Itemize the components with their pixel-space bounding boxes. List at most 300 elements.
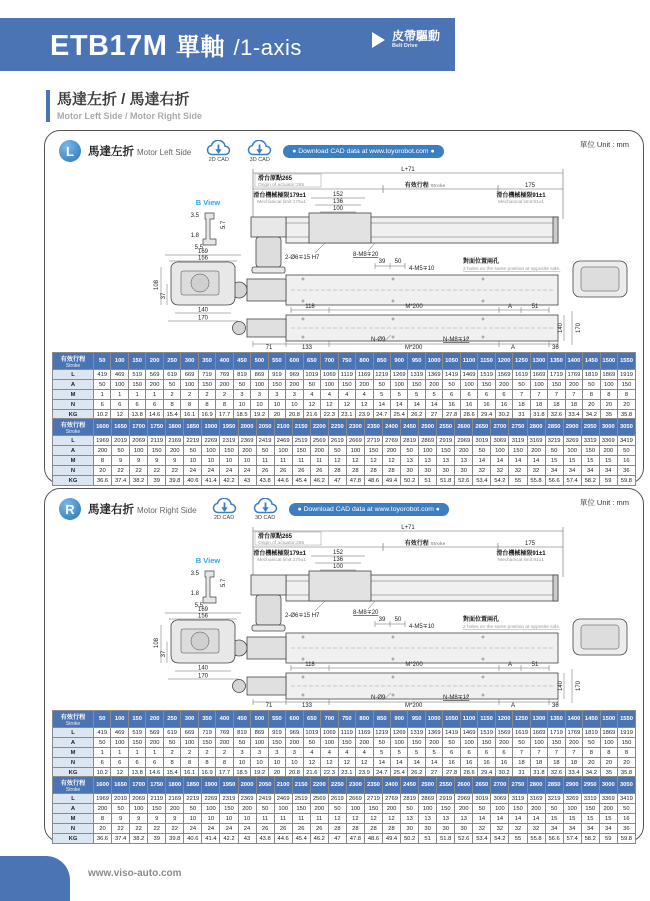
table-cell: 200 [495,380,512,390]
table-cell: 23.9 [356,768,373,778]
stroke-value: 100 [111,711,128,728]
table-cell: 2 [181,748,198,758]
table-cell: 33.4 [565,410,582,420]
stroke-value: 600 [286,711,303,728]
table-cell: 200 [146,738,163,748]
table-cell: 16 [443,758,460,768]
table-cell: 31 [513,410,530,420]
table-cell: 16.1 [181,768,198,778]
table-cell: 55.8 [527,834,545,844]
table-cell: 47.8 [346,834,364,844]
table-cell: 150 [268,380,285,390]
table-cell: 200 [495,738,512,748]
table-cell: 200 [356,380,373,390]
table-cell: 20 [583,400,600,410]
table-cell: 32 [509,824,527,834]
table-cell: 2719 [364,794,382,804]
table-cell: 15 [599,456,617,466]
table-cell: 1 [128,390,145,400]
table-cell: 150 [148,446,166,456]
stroke-value: 400 [216,353,233,370]
table-cell: 34 [599,466,617,476]
stroke-value: 2300 [346,777,364,794]
row-label: M [53,814,94,824]
table-cell: 50 [443,380,460,390]
table-cell: 11 [274,456,292,466]
table-row-L [53,370,636,380]
table-cell: 100 [274,804,292,814]
stroke-value: 1300 [530,353,547,370]
table-cell: 50 [513,738,530,748]
table-cell: 20 [618,400,636,410]
table-cell: 2519 [292,794,310,804]
svg-text:152: 152 [332,192,344,198]
table-cell: 4 [356,748,373,758]
table-cell: 6 [94,758,111,768]
svg-text:對面位置兩孔: 對面位置兩孔 [463,259,500,265]
table-cell: 22 [148,824,166,834]
svg-text:37: 37 [161,650,167,658]
table-cell: 1719 [548,370,565,380]
table-cell: 10 [268,758,285,768]
table-cell: 2419 [256,794,274,804]
stroke-value: 2500 [419,419,437,436]
table-cell: 36 [617,466,635,476]
svg-text:5.7: 5.7 [221,220,227,230]
svg-text:118: 118 [305,304,315,310]
table-cell: 30 [455,824,473,834]
table-cell: 6 [111,758,128,768]
table-cell: 2469 [274,436,292,446]
stroke-value: 2850 [545,419,563,436]
table-cell: 150 [548,380,565,390]
table-cell: 37.4 [112,476,130,486]
row-label: L [53,794,94,804]
stroke-value: 1350 [548,353,565,370]
svg-text:4-M5∓10: 4-M5∓10 [409,624,435,630]
drive-type-badge [372,30,440,49]
table-cell: 26 [256,466,274,476]
table-cell: 50 [233,380,250,390]
table-row-M [53,814,636,824]
svg-text:M*200: M*200 [405,345,423,349]
table-cell: 23.1 [338,410,355,420]
table-cell: 14 [373,400,390,410]
table-cell: 2569 [310,436,328,446]
table-cell: 569 [146,728,163,738]
table-row-N [53,400,636,410]
table-cell: 20 [600,400,617,410]
table-cell: 11 [292,456,310,466]
table-cell: 7 [565,390,582,400]
table-cell: 18.5 [233,768,250,778]
table-cell: 30 [437,824,455,834]
table-cell: 20 [618,758,636,768]
cloud-download-icon [205,140,232,158]
svg-text:152: 152 [332,550,344,556]
panel-header [59,139,444,163]
table-cell: 3119 [509,794,527,804]
svg-text:Mechanical limit:179±1: Mechanical limit:179±1 [257,200,306,205]
stroke-value: 2650 [473,419,491,436]
table-cell: 46.2 [310,476,328,486]
table-cell: 100 [390,738,407,748]
stroke-value: 2650 [473,777,491,794]
table-cell: 100 [111,380,128,390]
table-cell: 1119 [338,370,355,380]
table-cell: 51.8 [437,476,455,486]
svg-text:170: 170 [576,322,582,334]
table-cell: 44.6 [274,476,292,486]
table-cell: 50 [256,446,274,456]
table-cell: 22.3 [321,768,338,778]
table-cell: 819 [233,728,250,738]
cad-3d-download-button[interactable] [252,498,279,521]
panel-title: 馬達右折 Motor Right Side [88,504,197,516]
table-cell: 15 [563,456,581,466]
table-cell: 12 [356,400,373,410]
table-cell: 51 [419,834,437,844]
table-cell: 10 [238,456,256,466]
table-cell: 8 [94,456,112,466]
table-cell: 2819 [401,436,419,446]
table-cell: 56.6 [545,476,563,486]
table-cell: 769 [216,370,233,380]
table-cell: 18 [548,400,565,410]
table-cell: 1 [146,748,163,758]
table-cell: 5 [408,390,425,400]
stroke-header-cell: 有效行程 Stroke [53,353,94,370]
panel-badge-R: R [59,498,81,520]
svg-text:140: 140 [558,322,564,334]
table-cell: 10 [268,400,285,410]
table-cell: 3219 [545,794,563,804]
table-cell: 12 [328,814,346,824]
table-cell: 1869 [600,370,617,380]
table-cell: 54.2 [491,834,509,844]
stroke-value: 1150 [478,353,495,370]
table-cell: 35 [600,768,617,778]
table-cell: 18.5 [233,410,250,420]
stroke-value: 2200 [310,419,328,436]
svg-text:36: 36 [552,703,559,707]
stroke-value: 700 [321,711,338,728]
table-cell: 26 [256,824,274,834]
row-label: N [53,758,94,768]
table-cell: 5 [390,390,407,400]
stroke-value: 750 [338,353,355,370]
table-cell: 200 [286,738,303,748]
table-cell: 1769 [565,370,582,380]
table-cell: 2519 [292,436,310,446]
row-label: L [53,728,94,738]
table-cell: 24 [184,466,202,476]
table-cell: 10 [233,400,250,410]
table-cell: 50 [373,380,390,390]
download-cad-button[interactable]: ● Download CAD data at www.toyorobot.com ● [283,145,443,158]
table-cell: 200 [166,804,184,814]
svg-text:140: 140 [197,665,209,672]
stroke-value: 1050 [443,353,460,370]
table-cell: 100 [419,446,437,456]
table-cell: 22 [130,466,148,476]
row-label: N [53,824,94,834]
cad-3d-download-button[interactable] [246,140,273,163]
svg-text:118: 118 [305,662,315,668]
table-cell: 9 [166,814,184,824]
table-cell: 2 [198,748,215,758]
table-cell: 10 [220,814,238,824]
svg-text:滑台原點265: 滑台原點265 [258,534,293,540]
stroke-value: 2100 [274,419,292,436]
table-cell: 200 [527,804,545,814]
stroke-value: 300 [181,353,198,370]
svg-text:3.5: 3.5 [190,571,199,577]
table-cell: 17.7 [216,410,233,420]
table-cell: 1519 [478,370,495,380]
table-cell: 43 [238,834,256,844]
table-cell: 3419 [617,794,635,804]
svg-text:5.5: 5.5 [194,245,203,251]
table-cell: 34 [581,466,599,476]
svg-text:5.5: 5.5 [194,603,203,609]
table-cell: 13 [419,456,437,466]
table-cell: 50 [545,446,563,456]
table-cell: 10 [220,456,238,466]
cad-2d-download-button[interactable] [205,140,232,163]
svg-text:108: 108 [154,279,160,291]
table-cell: 15 [563,814,581,824]
dimension-table [52,418,636,486]
table-cell: 2119 [148,436,166,446]
table-cell: 6 [146,758,163,768]
table-cell: 2669 [346,436,364,446]
table-cell: 100 [390,380,407,390]
table-cell: 8 [583,748,600,758]
table-cell: 1 [128,748,145,758]
table-cell: 7 [530,390,547,400]
table-cell: 150 [220,804,238,814]
table-cell: 669 [181,728,198,738]
stroke-value: 2150 [292,777,310,794]
unit-label: 單位 Unit : mm [579,498,629,507]
table-cell: 50 [328,804,346,814]
row-label: M [53,748,94,758]
stroke-value: 1200 [495,353,512,370]
b-view-label: B View [195,198,221,207]
table-cell: 32 [491,824,509,834]
table-cell: 22 [166,466,184,476]
stroke-value: 1600 [94,777,112,794]
stroke-value: 450 [233,711,250,728]
table-cell: 34.2 [583,768,600,778]
table-cell: 14 [527,456,545,466]
table-cell: 8 [618,390,636,400]
table-cell: 20 [94,466,112,476]
table-cell: 6 [146,400,163,410]
svg-text:滑台機械極限91±1: 滑台機械極限91±1 [496,551,546,557]
table-cell: 14.6 [146,768,163,778]
table-cell: 55 [509,476,527,486]
table-cell: 200 [455,804,473,814]
table-cell: 28 [364,466,382,476]
stroke-value: 850 [373,353,390,370]
row-label: N [53,466,94,476]
svg-text:169: 169 [197,249,209,255]
table-cell: 1469 [460,728,477,738]
stroke-value: 650 [303,711,320,728]
svg-text:2-Ø6∓15 H7: 2-Ø6∓15 H7 [285,255,320,261]
table-cell: 50 [443,738,460,748]
table-cell: 40.6 [184,476,202,486]
download-cad-button[interactable]: ● Download CAD data at www.toyorobot.com ● [289,503,449,516]
table-cell: 1419 [443,728,460,738]
stroke-value: 2050 [256,777,274,794]
table-cell: 2219 [184,794,202,804]
table-cell: 1 [94,390,111,400]
table-cell: 26 [310,824,328,834]
stroke-value: 2550 [437,777,455,794]
svg-text:169: 169 [197,607,209,613]
table-cell: 12 [364,814,382,824]
table-cell: 32 [473,466,491,476]
table-cell: 100 [130,446,148,456]
stroke-value: 2000 [238,777,256,794]
table-cell: 150 [198,380,215,390]
panel-badge-L: L [59,140,81,162]
table-cell: 7 [530,748,547,758]
table-cell: 29.4 [478,410,495,420]
table-cell: 7 [565,748,582,758]
table-cell: 10 [184,814,202,824]
table-cell: 150 [509,804,527,814]
stroke-value: 1100 [460,353,477,370]
svg-text:140: 140 [197,307,209,314]
table-cell: 5 [373,390,390,400]
table-cell: 419 [94,728,111,738]
table-cell: 200 [146,380,163,390]
table-cell: 200 [216,380,233,390]
table-cell: 3069 [491,436,509,446]
svg-text:39: 39 [378,259,386,265]
svg-text:有效行程 Stroke: 有效行程 Stroke [404,541,446,547]
unit-label: 單位 Unit : mm [579,140,629,149]
table-cell: 2 [216,748,233,758]
table-cell: 150 [338,380,355,390]
table-cell: 15.4 [163,768,180,778]
stroke-value: 1200 [495,711,512,728]
table-cell: 20 [600,758,617,768]
cad-2d-download-button[interactable] [211,498,238,521]
table-cell: 49.4 [383,834,401,844]
table-cell: 2869 [419,794,437,804]
table-cell: 50 [617,446,635,456]
table-cell: 3369 [599,794,617,804]
svg-text:8-M8∓20: 8-M8∓20 [353,252,379,258]
stroke-value: 250 [163,711,180,728]
table-cell: 200 [94,804,112,814]
table-cell: 22.3 [321,410,338,420]
table-cell: 49.4 [383,476,401,486]
table-cell: 36 [617,824,635,834]
stroke-value: 200 [146,711,163,728]
table-cell: 100 [202,804,220,814]
table-cell: 13.8 [128,768,145,778]
stroke-value: 100 [111,353,128,370]
table-cell: 30 [401,466,419,476]
table-cell: 36.6 [94,834,112,844]
table-cell: 919 [268,728,285,738]
table-cell: 14 [527,814,545,824]
table-cell: 8 [198,400,215,410]
dimension-table [52,710,636,778]
table-cell: 22 [112,466,130,476]
table-cell: 200 [565,738,582,748]
stroke-value: 900 [390,711,407,728]
table-cell: 50 [184,804,202,814]
table-cell: 100 [274,446,292,456]
svg-text:N-M8∓12: N-M8∓12 [443,337,470,343]
table-cell: 1819 [583,728,600,738]
table-cell: 33.4 [565,768,582,778]
svg-text:有效行程 Stroke: 有效行程 Stroke [404,183,446,189]
table-cell: 1319 [408,728,425,738]
table-cell: 819 [233,370,250,380]
svg-text:A: A [510,345,516,349]
table-cell: 31 [513,768,530,778]
table-cell: 8 [583,390,600,400]
svg-text:Mechanical limit:179±1: Mechanical limit:179±1 [257,558,306,563]
table-cell: 150 [292,446,310,456]
svg-text:Mechanical limit:91±1: Mechanical limit:91±1 [497,200,545,205]
stroke-value: 2600 [455,419,473,436]
table-row-L [53,794,636,804]
table-cell: 1469 [460,370,477,380]
table-cell: 35.8 [618,768,636,778]
stroke-value: 2400 [383,419,401,436]
table-cell: 150 [408,380,425,390]
table-cell: 30 [401,824,419,834]
table-cell: 619 [163,370,180,380]
table-cell: 20.8 [286,768,303,778]
row-label: KG [53,410,94,420]
model-title: ETB17M 單軸 /1-axis [50,30,302,62]
table-cell: 3369 [599,436,617,446]
table-cell: 100 [460,738,477,748]
table-cell: 200 [94,446,112,456]
table-cell: 50 [617,804,635,814]
table-cell: 59 [599,834,617,844]
table-cell: 26.2 [408,410,425,420]
stroke-value: 1750 [148,419,166,436]
table-cell: 22 [148,466,166,476]
table-cell: 150 [128,380,145,390]
table-cell: 28 [346,466,364,476]
table-cell: 2619 [328,436,346,446]
table-cell: 100 [530,380,547,390]
table-cell: 150 [618,738,636,748]
table-cell: 669 [181,370,198,380]
table-cell: 2769 [383,794,401,804]
svg-text:M*200: M*200 [405,304,423,310]
table-cell: 14 [473,814,491,824]
table-cell: 50 [112,446,130,456]
table-cell: 59.8 [617,834,635,844]
table-cell: 28 [346,824,364,834]
row-label: A [53,380,94,390]
svg-text:170: 170 [197,315,209,322]
table-cell: 36.6 [94,476,112,486]
